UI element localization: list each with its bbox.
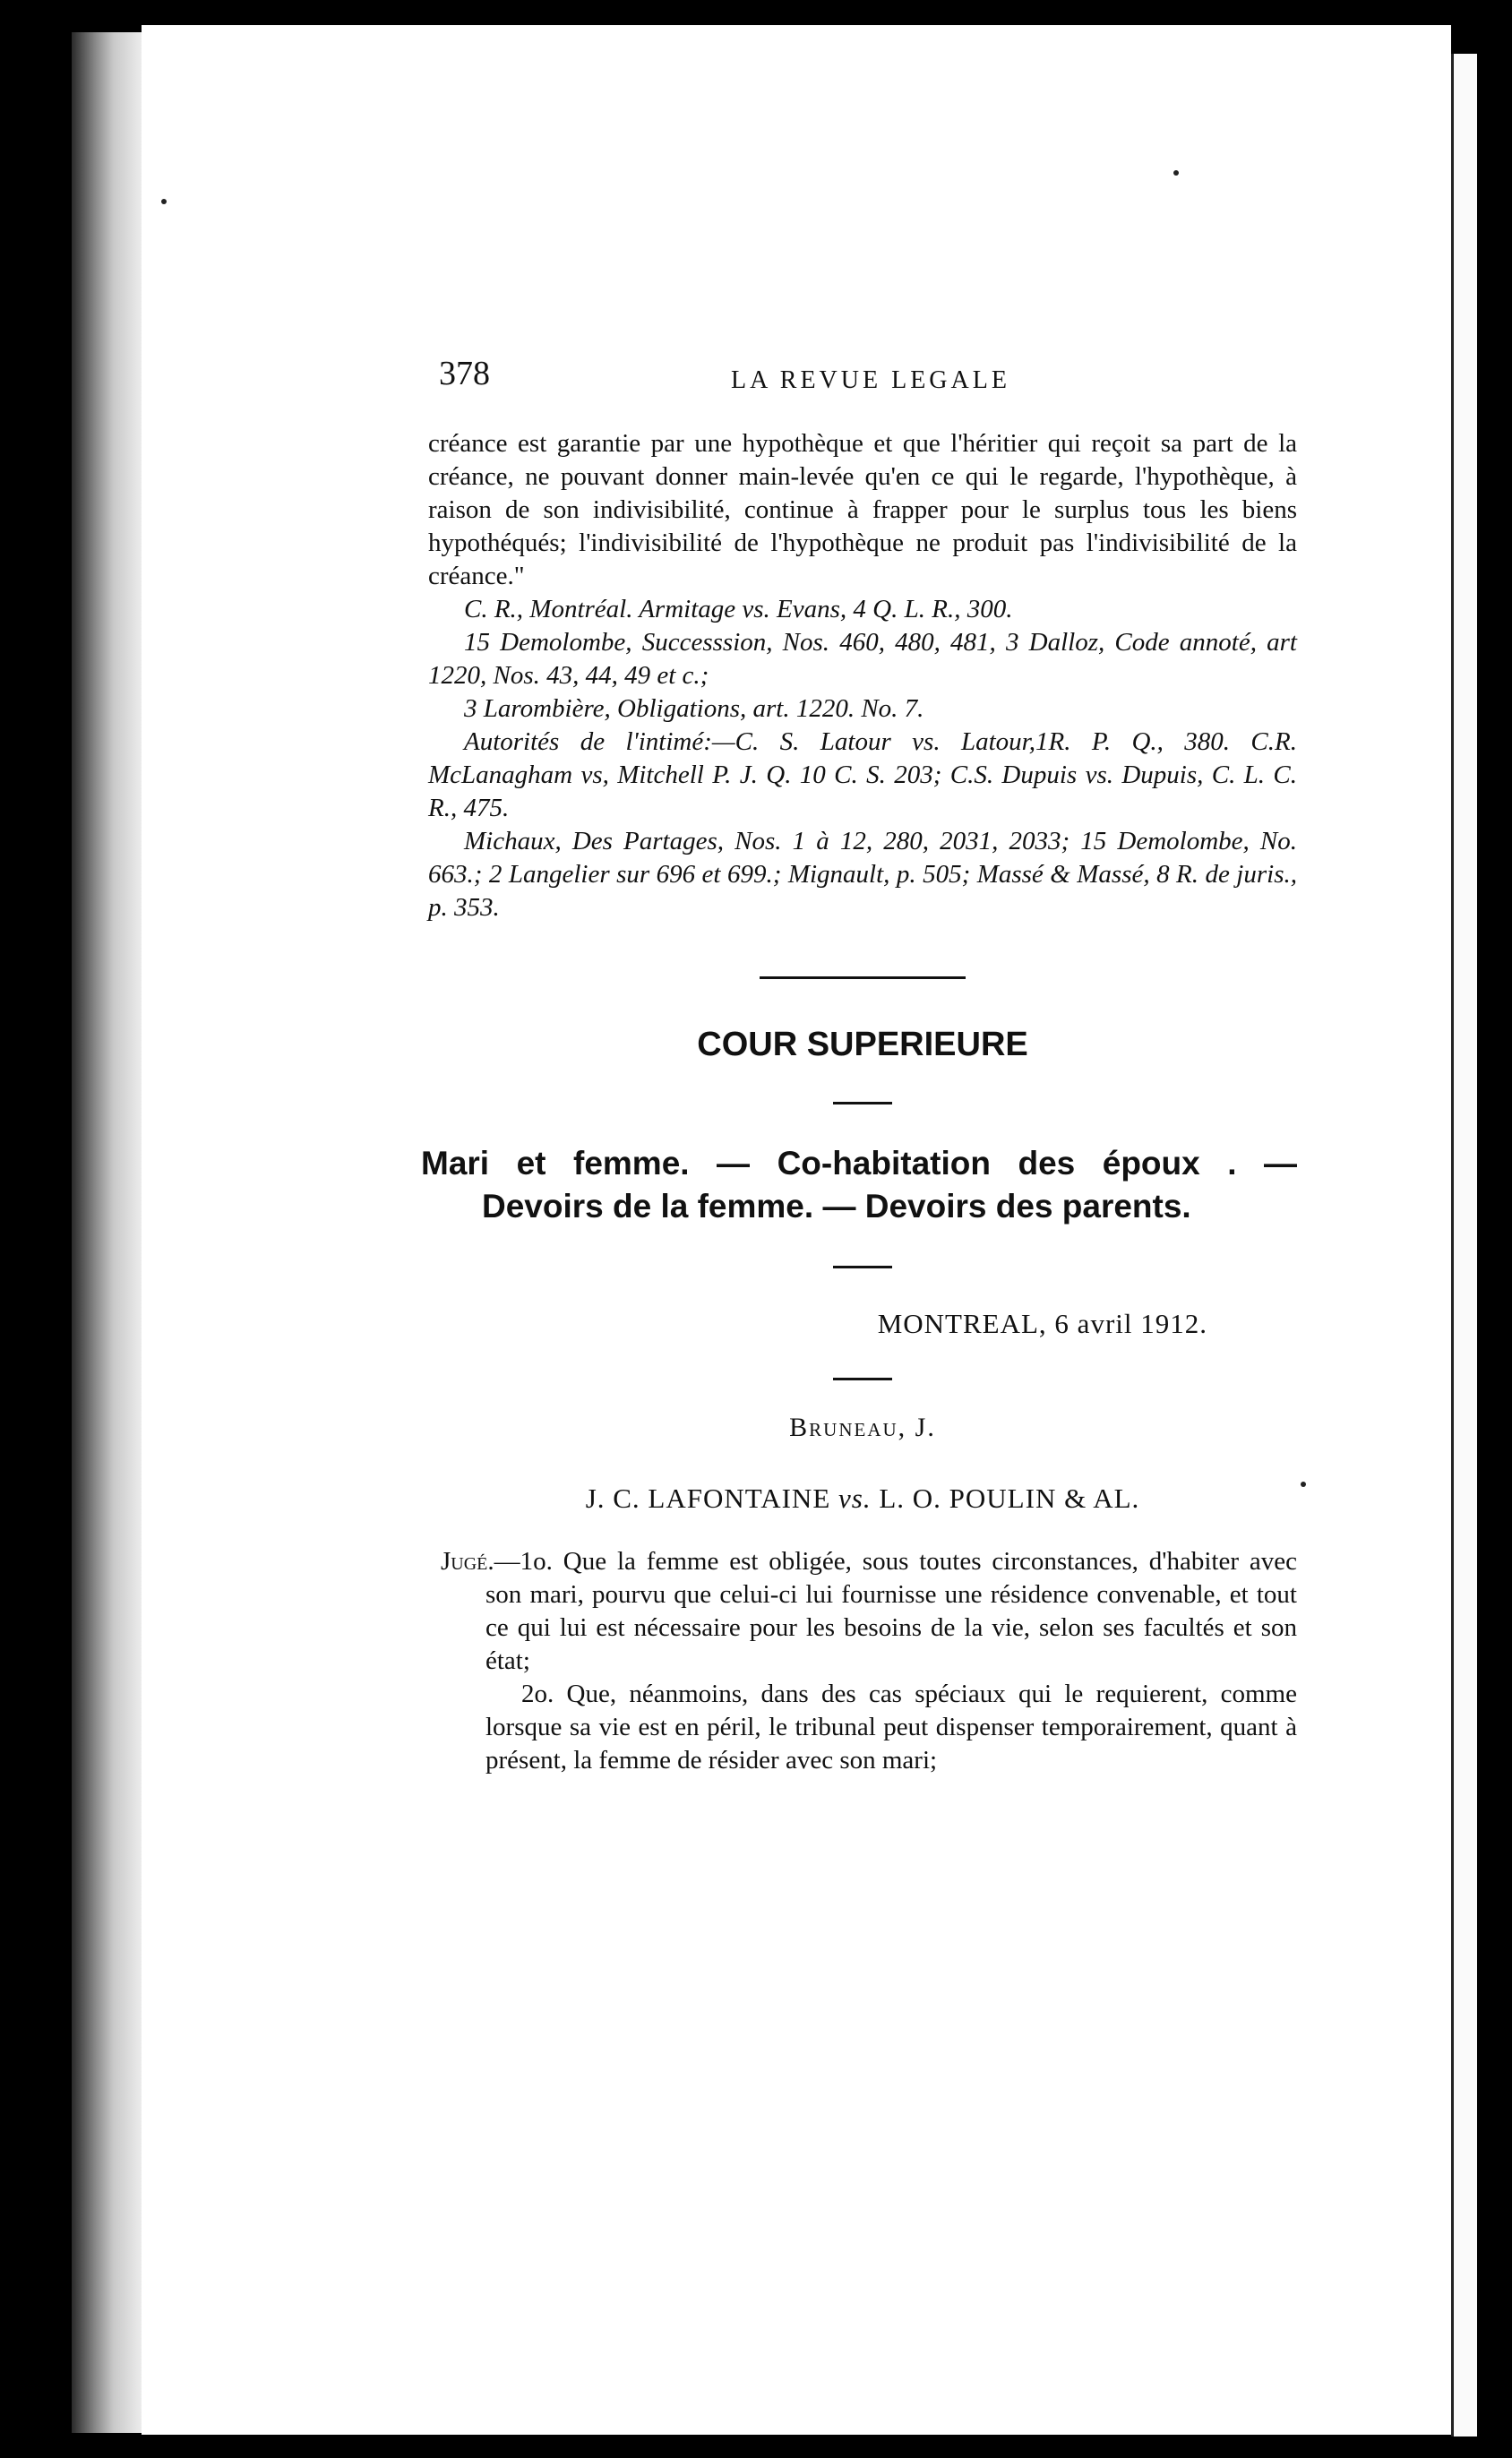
headline-line-2: Devoirs de la femme. — Devoirs des parents. bbox=[482, 1188, 1191, 1225]
holding-2: 2o. Que, néanmoins, dans des cas spéciaux qui le requierent, comme lorsque sa vie est en péril, le tribunal peut dispenser temporairement, quant à présent, la femme de résider avec son mari; bbox=[485, 1680, 1297, 1775]
citation-1: C. R., Montréal. Armitage vs. Evans, 4 Q. L. R., 300. bbox=[464, 595, 1013, 623]
versus: vs. bbox=[838, 1483, 872, 1514]
holding-label: Jugé. bbox=[441, 1547, 494, 1576]
facing-page-edge bbox=[1451, 54, 1477, 2437]
page-number: 378 bbox=[439, 355, 490, 392]
citation-4: Autorités de l'intimé:—C. S. Latour vs. Latour,1R. P. Q., 380. C.R. McLanagham vs, Mitchell P. J. Q. 10 C. S. 203; C.S. Dupuis vs. Dupuis, C. L. C. R., 475. bbox=[428, 727, 1297, 822]
running-head: LA REVUE LEGALE bbox=[731, 366, 1010, 394]
opening-paragraph: créance est garantie par une hypothèque et que l'héritier qui reçoit sa part de la créance, ne pouvant donner main-levée qu'en ce qui le regarde, l'hypothèque, à raison de son indivisibilité, continue à frapper pour le surplus tous les biens hypothéqués; l'indivisibilité de l'hypothèque ne produit pas l'indivisibilité de la créance." bbox=[428, 429, 1297, 590]
citation-3: 3 Larombière, Obligations, art. 1220. No. 7. bbox=[464, 694, 924, 723]
section-divider bbox=[760, 976, 966, 979]
case-headline bbox=[421, 1142, 1297, 1228]
continued-text bbox=[428, 427, 1297, 924]
holding-1 bbox=[428, 1545, 1297, 1678]
short-divider bbox=[833, 1102, 892, 1104]
speck-mark bbox=[161, 199, 167, 204]
short-divider bbox=[833, 1266, 892, 1268]
headline-line-1: Mari et femme. — Co-habitation des époux . — bbox=[421, 1145, 1297, 1182]
book-binding-edge bbox=[72, 32, 142, 2433]
citation-5: Michaux, Des Partages, Nos. 1 à 12, 280, 2031, 2033; 15 Demolombe, No. 663.; 2 Langelier sur 696 et 699.; Mignault, p. 505; Massé & Massé, 8 R. de juris., p. 353. bbox=[428, 827, 1297, 922]
plaintiff: J. C. LAFONTAINE bbox=[585, 1483, 831, 1514]
holdings bbox=[428, 1545, 1297, 1777]
speck-mark bbox=[1173, 170, 1179, 176]
holding-1-text: —1o. Que la femme est obligée, sous toutes circonstances, d'habiter avec son mari, pourvu que celui-ci lui fournisse une résidence convenable, et tout ce qui lui est nécessaire pour les besoins de la vie, selon ses facultés et son état; bbox=[485, 1547, 1297, 1675]
place-and-date: MONTREAL, 6 avril 1912. bbox=[877, 1308, 1207, 1339]
case-parties bbox=[428, 1483, 1297, 1515]
page-header bbox=[428, 354, 1297, 408]
page-content bbox=[421, 354, 1297, 1777]
judge-name: Bruneau, J. bbox=[789, 1413, 936, 1442]
citation-2: 15 Demolombe, Successsion, Nos. 460, 480, 481, 3 Dalloz, Code annoté, art 1220, Nos. 43, 44, 49 et c.; bbox=[428, 628, 1297, 690]
short-divider bbox=[833, 1378, 892, 1380]
court-title: COUR SUPERIEURE bbox=[697, 1026, 1028, 1063]
defendant: L. O. POULIN & AL. bbox=[879, 1483, 1140, 1514]
speck-mark bbox=[1301, 1482, 1306, 1487]
